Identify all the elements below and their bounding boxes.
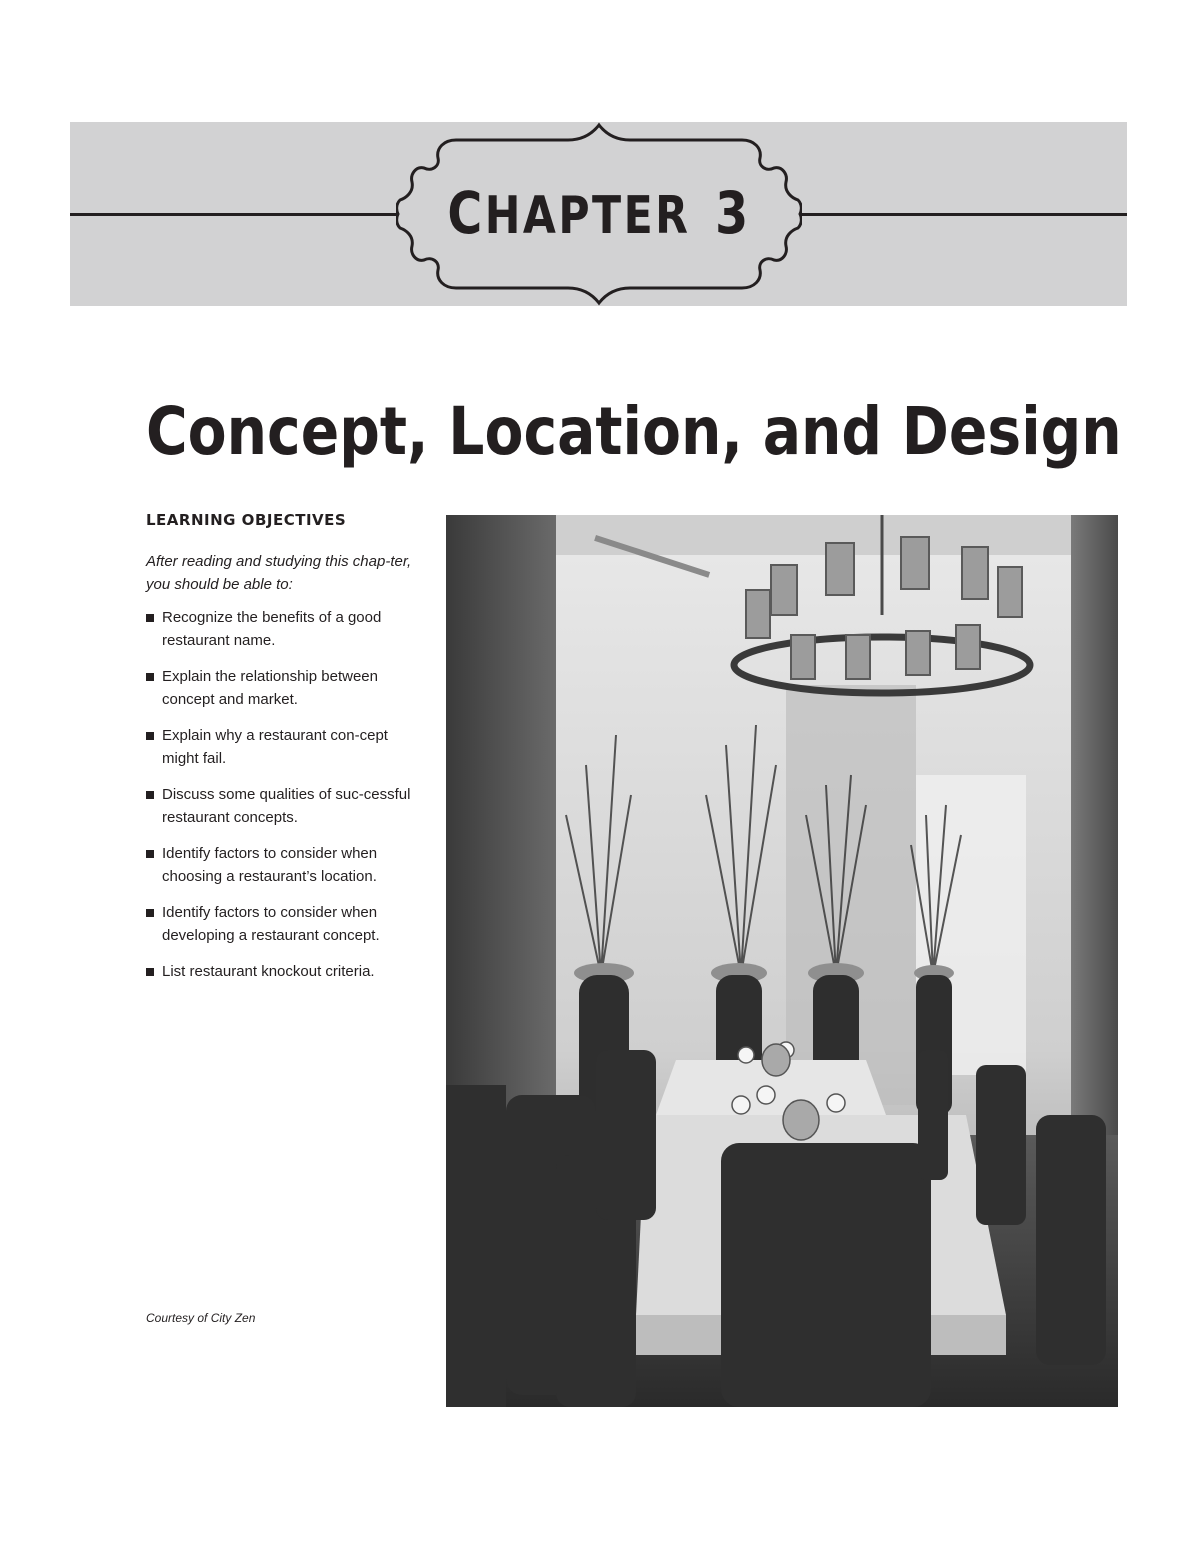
chapter-label: [433, 180, 766, 249]
learning-objectives: [146, 508, 426, 996]
objective-text: Recognize the benefits of a good restaurant name.: [162, 609, 382, 649]
chapter-word-rest: HAPTER: [484, 186, 691, 246]
square-bullet-icon: [146, 732, 154, 740]
objective-text: Identify factors to consider when developing a restaurant concept.: [162, 904, 380, 944]
objective-text: Identify factors to consider when choosing a restaurant’s location.: [162, 845, 378, 885]
restaurant-dining-room-photo: [446, 515, 1118, 1407]
square-bullet-icon: [146, 850, 154, 858]
photo-credit: Courtesy of City Zen: [146, 1311, 256, 1325]
objective-text: List restaurant knockout criteria.: [162, 963, 375, 980]
objective-item: [146, 901, 426, 947]
banner-rule-left: [70, 213, 397, 216]
dining-room-illustration: [446, 515, 1118, 1407]
objective-item: [146, 960, 426, 983]
chapter-banner: [70, 122, 1127, 306]
objective-item: [146, 842, 426, 888]
square-bullet-icon: [146, 614, 154, 622]
chapter-word-initial: C: [447, 179, 485, 247]
objective-item: [146, 665, 426, 711]
square-bullet-icon: [146, 673, 154, 681]
square-bullet-icon: [146, 968, 154, 976]
square-bullet-icon: [146, 791, 154, 799]
objectives-intro: After reading and studying this chap-ter, you should be able to:: [146, 553, 412, 593]
objective-text: Explain the relationship between concept and market.: [162, 668, 378, 708]
objectives-list: [146, 606, 426, 983]
square-bullet-icon: [146, 909, 154, 917]
objective-text: Explain why a restaurant con-cept might fail.: [162, 727, 388, 767]
chapter-title: Concept, Location, and Design: [146, 393, 1122, 470]
chapter-number: 3: [715, 179, 751, 247]
objective-item: [146, 724, 426, 770]
objective-text: Discuss some qualities of suc-cessful restaurant concepts.: [162, 786, 411, 826]
objectives-heading: LEARNING OBJECTIVES: [146, 511, 347, 529]
objective-item: [146, 606, 426, 652]
banner-rule-right: [800, 213, 1127, 216]
objective-item: [146, 783, 426, 829]
